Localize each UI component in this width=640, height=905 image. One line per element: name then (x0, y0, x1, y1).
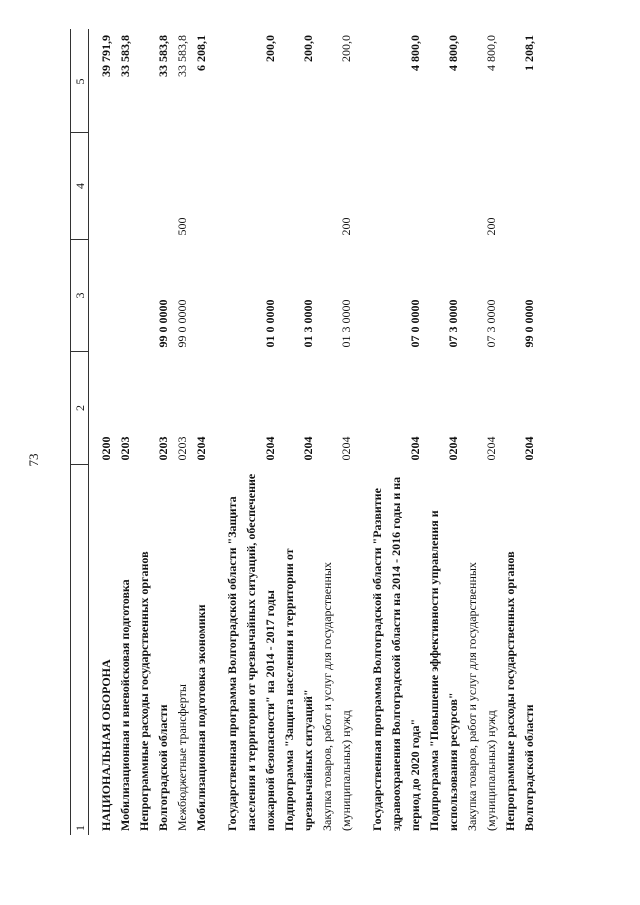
row-expense-type-cell (425, 133, 463, 240)
spacer-cell (211, 29, 223, 835)
column-header-type: 4 (71, 133, 89, 240)
row-section-code-cell: 0204 (194, 436, 208, 461)
table-header-row (71, 29, 89, 835)
row-sum-cell: 1 208,1 (522, 35, 536, 71)
budget-table-container (70, 35, 590, 835)
row-section-code-cell: 0204 (263, 436, 277, 461)
budget-table (70, 29, 539, 835)
row-expense-type-cell: 200 (484, 217, 498, 236)
table-row (501, 29, 539, 835)
row-expense-type-cell (223, 133, 280, 240)
table-row (116, 29, 135, 835)
column-header-name: 1 (71, 465, 89, 836)
table-row (89, 29, 117, 835)
row-expense-type-cell: 200 (339, 217, 353, 236)
row-name-cell: Непрограммные расходы государственных органов Волгоградской области (137, 551, 170, 831)
row-section-code-cell: 0203 (156, 436, 170, 461)
row-sum-cell: 4 800,0 (408, 35, 422, 71)
row-target-article-cell: 07 3 0000 (484, 299, 498, 348)
table-row (135, 29, 173, 835)
row-target-article-cell: 07 3 0000 (446, 299, 460, 348)
row-expense-type-cell (135, 133, 173, 240)
row-section-code-cell: 0204 (484, 436, 498, 461)
table-row (318, 29, 356, 835)
row-section-code-cell: 0204 (339, 436, 353, 461)
column-header-target: 3 (71, 240, 89, 352)
table-row (223, 29, 280, 835)
row-name-cell: Закупка товаров, работ и услуг для государственных (муниципальных) нужд (320, 562, 353, 831)
row-sum-cell: 4 800,0 (446, 35, 460, 71)
row-name-cell: Непрограммные расходы государственных органов Волгоградской области (503, 551, 536, 831)
table-body (89, 29, 540, 835)
table-row (192, 29, 211, 835)
row-name-cell: Межбюджетные трансферты (175, 684, 189, 831)
row-expense-type-cell (280, 133, 318, 240)
table-row (463, 29, 501, 835)
row-sum-cell: 4 800,0 (484, 35, 498, 71)
row-name-cell: НАЦИОНАЛЬНАЯ ОБОРОНА (99, 659, 113, 831)
row-target-article-cell: 07 0 0000 (408, 299, 422, 348)
row-sum-cell: 33 583,8 (118, 35, 132, 77)
row-target-article-cell: 01 0 0000 (263, 299, 277, 348)
table-row (425, 29, 463, 835)
row-target-article-cell: 01 3 0000 (339, 299, 353, 348)
row-name-cell: Мобилизационная подготовка экономики (194, 604, 208, 831)
row-target-article-cell: 99 0 0000 (175, 299, 189, 348)
row-name-cell: Подпрограмма "Защита населения и территории от чрезвычайных ситуаций" (282, 548, 315, 831)
row-target-article-cell: 99 0 0000 (156, 299, 170, 348)
row-expense-type-cell (368, 133, 425, 240)
row-target-article-cell (192, 240, 211, 352)
row-section-code-cell: 0203 (118, 436, 132, 461)
row-sum-cell: 6 208,1 (194, 35, 208, 71)
row-name-cell: Закупка товаров, работ и услуг для государственных (муниципальных) нужд (465, 562, 498, 831)
row-section-code-cell: 0204 (522, 436, 536, 461)
row-name-cell: Подпрограмма "Повышение эффективности управления и использования ресурсов" (427, 510, 460, 831)
row-name-cell: Государственная программа Волгоградской области "Защита населения и территории от чрезвычайных ситуаций, обеспечение пожарной безопасности" на 2014 - 2017 годы (225, 473, 277, 831)
row-sum-cell: 33 583,8 (156, 35, 170, 77)
column-header-section: 2 (71, 352, 89, 465)
row-expense-type-cell (192, 133, 211, 240)
row-expense-type-cell (89, 133, 117, 240)
row-sum-cell: 200,0 (339, 35, 353, 62)
row-expense-type-cell (116, 133, 135, 240)
table-row (368, 29, 425, 835)
row-section-code-cell: 0204 (446, 436, 460, 461)
spacer-cell (356, 29, 368, 835)
row-expense-type-cell: 500 (175, 217, 189, 236)
row-section-code-cell: 0204 (408, 436, 422, 461)
table-row (280, 29, 318, 835)
row-expense-type-cell (501, 133, 539, 240)
row-target-article-cell: 01 3 0000 (301, 299, 315, 348)
row-sum-cell: 39 791,9 (99, 35, 113, 77)
row-target-article-cell (116, 240, 135, 352)
row-target-article-cell: 99 0 0000 (522, 299, 536, 348)
row-section-code-cell: 0204 (301, 436, 315, 461)
row-sum-cell: 200,0 (263, 35, 277, 62)
row-section-code-cell: 0200 (99, 436, 113, 461)
row-sum-cell: 33 583,8 (175, 35, 189, 77)
page-number: 73 (26, 453, 41, 467)
table-spacer-row (211, 29, 223, 835)
table-row (173, 29, 192, 835)
row-name-cell: Мобилизационная и вневойсковая подготовка (118, 579, 132, 831)
column-header-sum: 5 (71, 29, 89, 133)
row-name-cell: Государственная программа Волгоградской области "Развитие здравоохранения Волгоградской области на 2014 - 2016 годы и на период до 2020 года" (370, 476, 422, 831)
row-sum-cell: 200,0 (301, 35, 315, 62)
row-section-code-cell: 0203 (175, 436, 189, 461)
table-spacer-row (356, 29, 368, 835)
row-target-article-cell (89, 240, 117, 352)
